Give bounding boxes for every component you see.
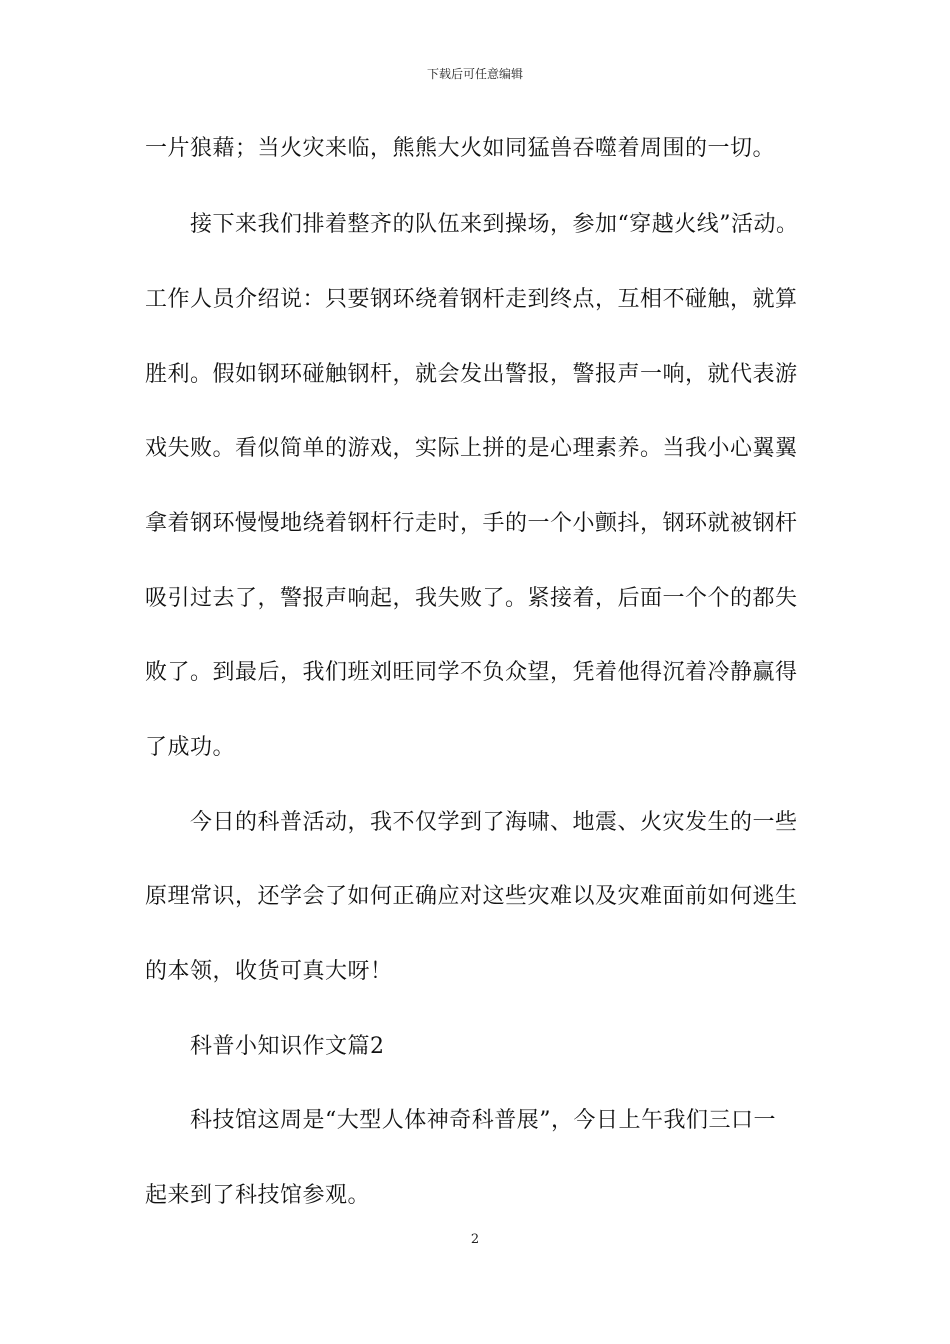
paragraph-line: 了成功。 [145,735,236,760]
paragraph-line: 科技馆这周是“大型人体神奇科普展”，今日上午我们三口一 [190,1108,776,1133]
paragraph-line: 吸引过去了，警报声响起，我失败了。紧接着，后面一个个的都失 [145,586,798,611]
paragraph-line: 戏失败。看似简单的游戏，实际上拼的是心理素养。当我小心翼翼 [145,436,798,461]
paragraph-line: 胜利。假如钢环碰触钢杆，就会发出警报，警报声一响，就代表游 [145,362,798,387]
paragraph-line: 工作人员介绍说：只要钢环绕着钢杆走到终点，互相不碰触，就算 [145,287,798,312]
page-header: 下载后可任意编辑 [426,67,523,81]
paragraph-line: 原理常识，还学会了如何正确应对这些灾难以及灾难面前如何逃生 [145,884,798,909]
paragraph-line: 拿着钢环慢慢地绕着钢杆行走时，手的一个小颤抖，钢环就被钢杆 [145,511,798,536]
paragraph-line: 的本领，收货可真大呀！ [145,959,393,984]
paragraph-line: 今日的科普活动，我不仅学到了海啸、地震、火灾发生的一些 [190,810,798,835]
page-number: 2 [470,1232,480,1247]
paragraph-line: 一片狼藉；当火灾来临，熊熊大火如同猛兽吞噬着周围的一切。 [145,136,776,161]
paragraph-line: 起来到了科技馆参观。 [145,1183,371,1208]
paragraph-line: 败了。到最后，我们班刘旺同学不负众望，凭着他得沉着冷静赢得 [145,660,798,685]
section-heading: 科普小知识作文篇2 [190,1034,385,1059]
paragraph-line: 接下来我们排着整齐的队伍来到操场，参加“穿越火线”活动。 [190,212,799,237]
